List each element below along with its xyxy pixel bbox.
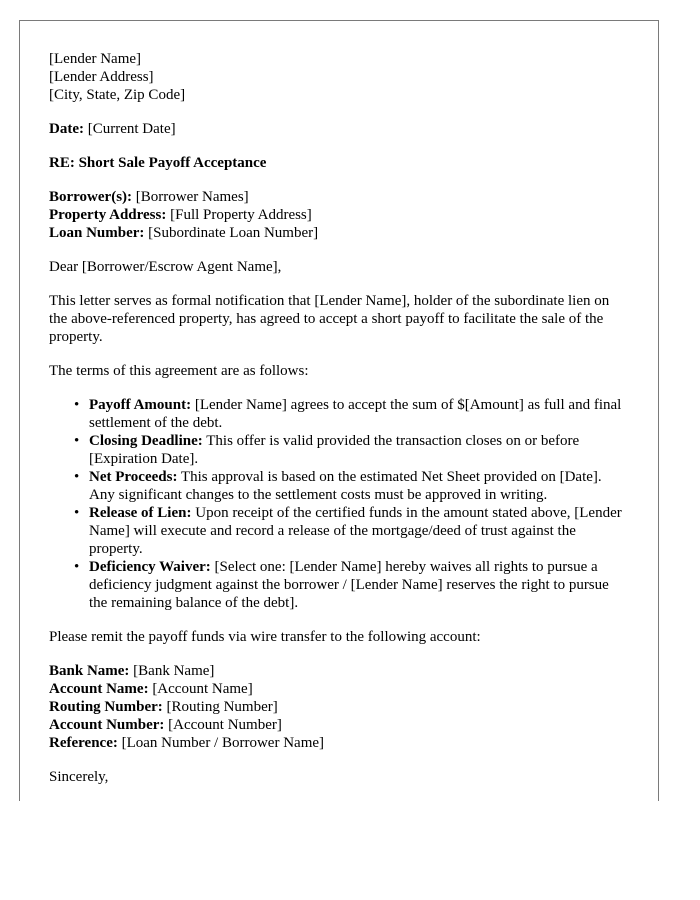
term-text: Upon receipt of the certified funds in the amount stated above, [Lender Name] will execute and record a release of the mortgage/deed of trust against the property. xyxy=(89,505,622,557)
lender-address-block xyxy=(49,50,630,104)
loan-info-block xyxy=(49,188,630,242)
list-item xyxy=(74,504,630,558)
lender-name-line: [Lender Name] xyxy=(49,51,142,67)
term-label: Release of Lien: xyxy=(89,505,192,521)
loan-number-label: Loan Number: xyxy=(49,225,145,241)
intro-paragraph: This letter serves as formal notification that [Lender Name], holder of the subordinate lien on the above-referenced property, has agreed to accept a short payoff to facilitate the sale of the property. xyxy=(49,293,610,345)
bank-name-line xyxy=(49,662,630,680)
account-name-label: Account Name: xyxy=(49,681,149,697)
property-address-label: Property Address: xyxy=(49,207,167,223)
account-number-label: Account Number: xyxy=(49,717,165,733)
letter-page xyxy=(19,20,659,801)
lender-city-line: [City, State, Zip Code] xyxy=(49,87,186,103)
bullet-icon: • xyxy=(74,433,80,449)
term-text: [Lender Name] agrees to accept the sum of $[Amount] as full and final settlement of the debt. xyxy=(89,397,622,431)
routing-number-line xyxy=(49,698,630,716)
terms-intro: The terms of this agreement are as follows: xyxy=(49,363,309,379)
loan-number-line xyxy=(49,224,630,242)
term-text: This offer is valid provided the transaction closes on or before [Expiration Date]. xyxy=(89,433,580,467)
remit-paragraph: Please remit the payoff funds via wire transfer to the following account: xyxy=(49,629,481,645)
property-address-line xyxy=(49,206,630,224)
borrower-value: [Borrower Names] xyxy=(132,189,249,205)
term-text: This approval is based on the estimated Net Sheet provided on [Date]. Any significant changes to the settlement costs must be approved in writing. xyxy=(89,469,602,503)
bullet-icon: • xyxy=(74,397,80,413)
list-item xyxy=(74,396,630,432)
reference-label: Reference: xyxy=(49,735,118,751)
date-label: Date: xyxy=(49,121,84,137)
date-line xyxy=(49,120,630,138)
account-number-value: [Account Number] xyxy=(164,717,282,733)
account-name-line xyxy=(49,680,630,698)
property-address-value: [Full Property Address] xyxy=(166,207,312,223)
term-label: Closing Deadline: xyxy=(89,433,203,449)
lender-address-line: [Lender Address] xyxy=(49,69,154,85)
term-label: Deficiency Waiver: xyxy=(89,559,211,575)
reference-value: [Loan Number / Borrower Name] xyxy=(117,735,325,751)
list-item xyxy=(74,468,630,504)
bullet-icon: • xyxy=(74,469,80,485)
salutation: Dear [Borrower/Escrow Agent Name], xyxy=(49,259,282,275)
reference-line xyxy=(49,734,630,752)
list-item xyxy=(74,558,630,612)
routing-number-value: [Routing Number] xyxy=(162,699,278,715)
term-text: [Select one: [Lender Name] hereby waives all rights to pursue a deficiency judgment against the borrower / [Lender Name] reserves the right to pursue the remaining balance of the debt]. xyxy=(89,559,609,611)
bank-name-value: [Bank Name] xyxy=(129,663,215,679)
account-number-line xyxy=(49,716,630,734)
closing-line: Sincerely, xyxy=(49,769,109,785)
bank-info-block xyxy=(49,662,630,752)
borrower-line xyxy=(49,188,630,206)
borrower-label: Borrower(s): xyxy=(49,189,133,205)
bank-name-label: Bank Name: xyxy=(49,663,130,679)
term-label: Payoff Amount: xyxy=(89,397,192,413)
term-label: Net Proceeds: xyxy=(89,469,178,485)
list-item xyxy=(74,432,630,468)
loan-number-value: [Subordinate Loan Number] xyxy=(144,225,319,241)
re-line: RE: Short Sale Payoff Acceptance xyxy=(49,155,267,171)
account-name-value: [Account Name] xyxy=(148,681,253,697)
routing-number-label: Routing Number: xyxy=(49,699,163,715)
bullet-icon: • xyxy=(74,559,80,575)
terms-list xyxy=(49,396,630,612)
date-value: [Current Date] xyxy=(83,121,176,137)
bullet-icon: • xyxy=(74,505,80,521)
